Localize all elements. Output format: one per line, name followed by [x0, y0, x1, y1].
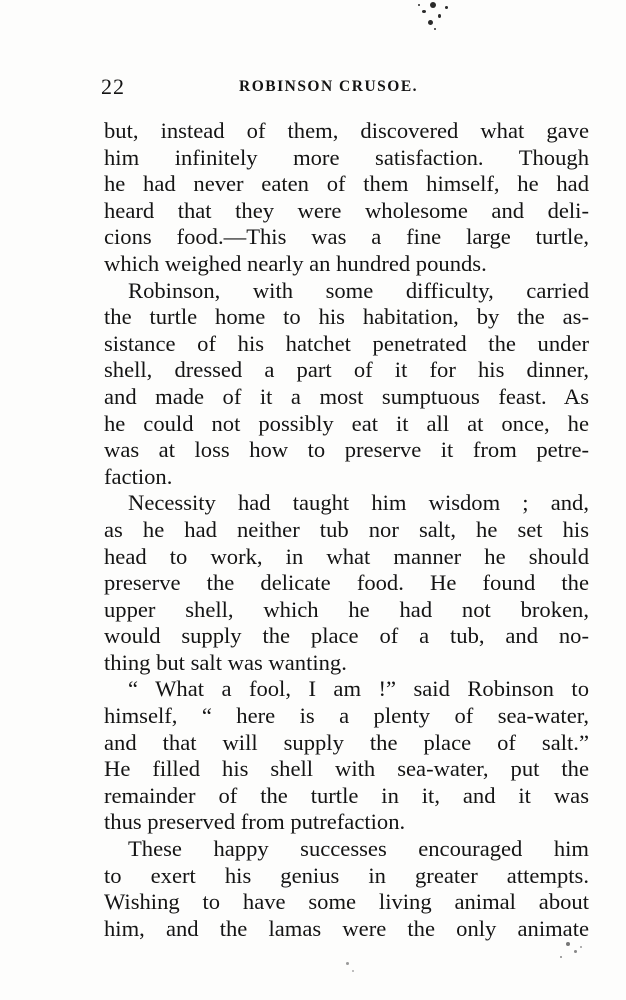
- text-line: he had never eaten of them himself, he had: [104, 171, 589, 197]
- text-line: as he had neither tub nor salt, he set his: [104, 516, 589, 542]
- text-line: which weighed nearly an hundred pounds.: [104, 250, 487, 276]
- text-line: thus preserved from putrefaction.: [104, 809, 406, 835]
- text-line: upper shell, which he had not broken,: [104, 596, 589, 622]
- text-line: him, and the lamas were the only animate: [104, 915, 589, 941]
- text-line: thing but salt was wanting.: [104, 649, 347, 675]
- text-line: heard that they were wholesome and deli-: [104, 197, 589, 223]
- text-line: Wishing to have some living animal about: [104, 889, 589, 915]
- text-line: head to work, in what manner he should: [104, 543, 589, 569]
- text-line: Necessity had taught him wisdom ; and,: [128, 490, 589, 516]
- text-line: cions food.—This was a fine large turtle,: [104, 224, 589, 250]
- body-text: [104, 118, 589, 942]
- text-line: remainder of the turtle in it, and it was: [104, 782, 589, 808]
- page-number: 22: [101, 74, 125, 99]
- text-line: He filled his shell with sea-water, put the: [104, 756, 589, 782]
- text-line: faction.: [104, 463, 173, 489]
- text-line: sistance of his hatchet penetrated the under: [104, 330, 589, 356]
- text-line: These happy successes encouraged him: [128, 836, 589, 862]
- text-line: “ What a fool, I am !” said Robinson to: [128, 676, 589, 702]
- text-line: and that will supply the place of salt.”: [104, 729, 589, 755]
- text-line: to exert his genius in greater attempts.: [104, 862, 589, 888]
- text-line: and made of it a most sumptuous feast. As: [104, 383, 589, 409]
- page-header: [101, 74, 581, 104]
- text-line: shell, dressed a part of it for his dinner,: [104, 357, 589, 383]
- text-line: but, instead of them, discovered what gave: [104, 118, 589, 143]
- text-line: the turtle home to his habitation, by the as-: [104, 304, 589, 330]
- text-line: he could not possibly eat it all at once, he: [104, 410, 589, 436]
- running-title: ROBINSON CRUSOE.: [239, 78, 419, 95]
- text-line: preserve the delicate food. He found the: [104, 570, 589, 596]
- text-line: him infinitely more satisfaction. Though: [104, 144, 589, 170]
- text-line: himself, “ here is a plenty of sea-water,: [104, 703, 589, 729]
- text-line: would supply the place of a tub, and no-: [104, 623, 589, 649]
- text-line: Robinson, with some difficulty, carried: [128, 277, 589, 303]
- text-line: was at loss how to preserve it from petre-: [104, 437, 589, 463]
